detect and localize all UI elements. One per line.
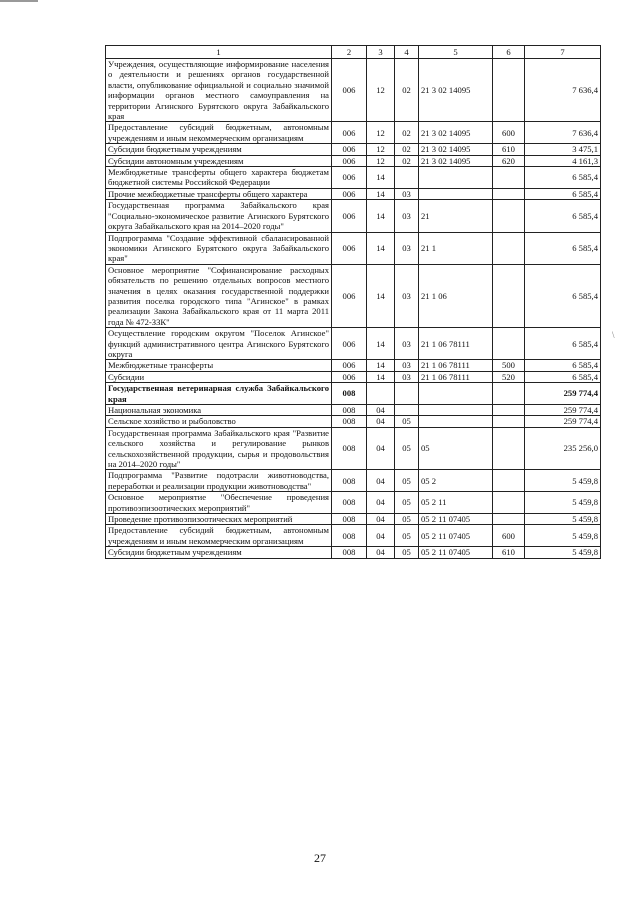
subsection-code-cell: [395, 383, 419, 405]
ministry-code-cell: 006: [332, 371, 367, 382]
section-code-cell: 04: [367, 525, 395, 547]
subsection-code-cell: 05: [395, 547, 419, 558]
expense-type-code-cell: 620: [493, 155, 525, 166]
target-article-code-cell: 21 3 02 14095: [419, 59, 493, 122]
subsection-code-cell: 02: [395, 59, 419, 122]
row-name-cell: Субсидии: [106, 371, 332, 382]
row-name-cell: Предоставление субсидий бюджетным, автономным учреждениям и иным некоммерческим организациям: [106, 525, 332, 547]
table-header-row: [106, 46, 601, 59]
target-article-code-cell: 05 2 11 07405: [419, 525, 493, 547]
amount-cell: 6 585,4: [525, 167, 601, 189]
subsection-code-cell: 03: [395, 360, 419, 371]
expense-type-code-cell: [493, 427, 525, 470]
ministry-code-cell: 006: [332, 328, 367, 360]
section-code-cell: 04: [367, 470, 395, 492]
table-row: [106, 328, 601, 360]
table-row: [106, 405, 601, 416]
row-name-cell: Субсидии автономным учреждениям: [106, 155, 332, 166]
subsection-code-cell: 05: [395, 427, 419, 470]
row-name-cell: Осуществление городским округом "Поселок Агинское" функций административного центра Агинского Бурятского округа: [106, 328, 332, 360]
ministry-code-cell: 008: [332, 492, 367, 514]
ministry-code-cell: 008: [332, 470, 367, 492]
ministry-code-cell: 006: [332, 232, 367, 264]
expense-type-code-cell: 610: [493, 547, 525, 558]
row-name-cell: Учреждения, осуществляющие информирование населения о деятельности и решениях органов государственной власти, опубликование официальной и социально значимой информации органов местного самоуправления на территории Агинского Бурятского округа Забайкальского края: [106, 59, 332, 122]
subsection-code-cell: [395, 167, 419, 189]
amount-cell: 5 459,8: [525, 547, 601, 558]
expense-type-code-cell: [493, 200, 525, 232]
ministry-code-cell: 008: [332, 525, 367, 547]
subsection-code-cell: 03: [395, 371, 419, 382]
amount-cell: 4 161,3: [525, 155, 601, 166]
column-header: 3: [367, 46, 395, 59]
expense-type-code-cell: [493, 383, 525, 405]
table-row: [106, 59, 601, 122]
column-header: 5: [419, 46, 493, 59]
target-article-code-cell: [419, 167, 493, 189]
table-row: [106, 427, 601, 470]
subsection-code-cell: 02: [395, 144, 419, 155]
subsection-code-cell: 02: [395, 122, 419, 144]
ministry-code-cell: 008: [332, 514, 367, 525]
amount-cell: 6 585,4: [525, 371, 601, 382]
section-code-cell: 04: [367, 405, 395, 416]
target-article-code-cell: 21: [419, 200, 493, 232]
expense-type-code-cell: [493, 405, 525, 416]
column-header: 7: [525, 46, 601, 59]
table-row: [106, 155, 601, 166]
subsection-code-cell: 03: [395, 232, 419, 264]
subsection-code-cell: 05: [395, 492, 419, 514]
row-name-cell: Государственная программа Забайкальского края "Развитие сельского хозяйства и регулирование рынков сельскохозяйственной продукции, сырья и продовольствия на 2014–2020 годы": [106, 427, 332, 470]
target-article-code-cell: [419, 405, 493, 416]
table-row: [106, 371, 601, 382]
subsection-code-cell: 05: [395, 470, 419, 492]
table-row: [106, 167, 601, 189]
expense-type-code-cell: 600: [493, 525, 525, 547]
section-code-cell: 04: [367, 492, 395, 514]
table-row: [106, 547, 601, 558]
ministry-code-cell: 008: [332, 416, 367, 427]
table-row: [106, 232, 601, 264]
row-name-cell: Субсидии бюджетным учреждениям: [106, 547, 332, 558]
section-code-cell: 14: [367, 360, 395, 371]
ministry-code-cell: 006: [332, 360, 367, 371]
page-number: 27: [314, 851, 326, 865]
amount-cell: 6 585,4: [525, 232, 601, 264]
budget-table: [105, 45, 601, 559]
target-article-code-cell: 21 3 02 14095: [419, 122, 493, 144]
column-header: 1: [106, 46, 332, 59]
row-name-cell: Подпрограмма "Развитие подотрасли животноводства, переработки и реализации продукции животноводства": [106, 470, 332, 492]
table-row: [106, 144, 601, 155]
amount-cell: 5 459,8: [525, 514, 601, 525]
expense-type-code-cell: [493, 492, 525, 514]
table-row: [106, 188, 601, 199]
expense-type-code-cell: 500: [493, 360, 525, 371]
target-article-code-cell: 21 1 06 78111: [419, 360, 493, 371]
amount-cell: 259 774,4: [525, 416, 601, 427]
table-row: [106, 122, 601, 144]
row-name-cell: Межбюджетные трансферты общего характера бюджетам бюджетной системы Российской Федерации: [106, 167, 332, 189]
section-code-cell: 14: [367, 188, 395, 199]
subsection-code-cell: 05: [395, 416, 419, 427]
row-name-cell: Проведение противоэпизоотических мероприятий: [106, 514, 332, 525]
section-code-cell: 14: [367, 264, 395, 327]
row-name-cell: Национальная экономика: [106, 405, 332, 416]
expense-type-code-cell: [493, 328, 525, 360]
target-article-code-cell: 21 3 02 14095: [419, 155, 493, 166]
row-name-cell: Прочие межбюджетные трансферты общего характера: [106, 188, 332, 199]
table-row: [106, 514, 601, 525]
section-code-cell: 14: [367, 328, 395, 360]
subsection-code-cell: 03: [395, 264, 419, 327]
target-article-code-cell: 21 1: [419, 232, 493, 264]
expense-type-code-cell: [493, 470, 525, 492]
section-code-cell: 14: [367, 371, 395, 382]
subsection-code-cell: 05: [395, 514, 419, 525]
row-name-cell: Основное мероприятие "Софинансирование расходных обязательств по решению отдельных вопросов местного значения в целях оказания государственной поддержки развития поселка городского типа "Агинское" в рамках реализации Закона Забайкальского края от 11 марта 2011 года № 472-ЗЗК": [106, 264, 332, 327]
ministry-code-cell: 006: [332, 200, 367, 232]
amount-cell: 235 256,0: [525, 427, 601, 470]
amount-cell: 259 774,4: [525, 383, 601, 405]
target-article-code-cell: [419, 383, 493, 405]
row-name-cell: Сельское хозяйство и рыболовство: [106, 416, 332, 427]
table-row: [106, 470, 601, 492]
row-name-cell: Субсидии бюджетным учреждениям: [106, 144, 332, 155]
ministry-code-cell: 008: [332, 547, 367, 558]
subsection-code-cell: 03: [395, 188, 419, 199]
stray-mark: \: [612, 330, 615, 340]
table-row: [106, 416, 601, 427]
target-article-code-cell: 05: [419, 427, 493, 470]
scan-corner-mark: [0, 0, 38, 2]
ministry-code-cell: 008: [332, 427, 367, 470]
amount-cell: 5 459,8: [525, 470, 601, 492]
subsection-code-cell: 03: [395, 200, 419, 232]
table-row: [106, 200, 601, 232]
expense-type-code-cell: 600: [493, 122, 525, 144]
column-header: 6: [493, 46, 525, 59]
ministry-code-cell: 008: [332, 405, 367, 416]
row-name-cell: Государственная ветеринарная служба Забайкальского края: [106, 383, 332, 405]
subsection-code-cell: [395, 405, 419, 416]
expense-type-code-cell: [493, 188, 525, 199]
amount-cell: 5 459,8: [525, 492, 601, 514]
amount-cell: 3 475,1: [525, 144, 601, 155]
expense-type-code-cell: [493, 514, 525, 525]
expense-type-code-cell: [493, 416, 525, 427]
subsection-code-cell: 05: [395, 525, 419, 547]
section-code-cell: 12: [367, 155, 395, 166]
amount-cell: 6 585,4: [525, 200, 601, 232]
column-header: 2: [332, 46, 367, 59]
row-name-cell: Основное мероприятие "Обеспечение проведения противоэпизоотических мероприятий": [106, 492, 332, 514]
amount-cell: 6 585,4: [525, 328, 601, 360]
amount-cell: 259 774,4: [525, 405, 601, 416]
subsection-code-cell: 03: [395, 328, 419, 360]
table-row: [106, 525, 601, 547]
ministry-code-cell: 006: [332, 59, 367, 122]
expense-type-code-cell: 520: [493, 371, 525, 382]
expense-type-code-cell: [493, 232, 525, 264]
amount-cell: 6 585,4: [525, 188, 601, 199]
ministry-code-cell: 006: [332, 188, 367, 199]
target-article-code-cell: 21 3 02 14095: [419, 144, 493, 155]
section-code-cell: 04: [367, 547, 395, 558]
section-code-cell: 14: [367, 200, 395, 232]
ministry-code-cell: 006: [332, 264, 367, 327]
row-name-cell: Предоставление субсидий бюджетным, автономным учреждениям и иным некоммерческим организациям: [106, 122, 332, 144]
amount-cell: 5 459,8: [525, 525, 601, 547]
section-code-cell: [367, 383, 395, 405]
amount-cell: 6 585,4: [525, 264, 601, 327]
expense-type-code-cell: 610: [493, 144, 525, 155]
section-code-cell: 04: [367, 416, 395, 427]
section-code-cell: 12: [367, 144, 395, 155]
target-article-code-cell: [419, 188, 493, 199]
amount-cell: 7 636,4: [525, 59, 601, 122]
subsection-code-cell: 02: [395, 155, 419, 166]
section-code-cell: 14: [367, 232, 395, 264]
target-article-code-cell: 21 1 06 78111: [419, 328, 493, 360]
ministry-code-cell: 006: [332, 122, 367, 144]
row-name-cell: Государственная программа Забайкальского края "Социально-экономическое развитие Агинского Бурятского округа Забайкальского края на 2014–2020 годы": [106, 200, 332, 232]
expense-type-code-cell: [493, 167, 525, 189]
table-row: [106, 264, 601, 327]
section-code-cell: 14: [367, 167, 395, 189]
row-name-cell: Межбюджетные трансферты: [106, 360, 332, 371]
target-article-code-cell: 05 2: [419, 470, 493, 492]
ministry-code-cell: 006: [332, 167, 367, 189]
ministry-code-cell: 006: [332, 144, 367, 155]
expense-type-code-cell: [493, 59, 525, 122]
target-article-code-cell: 21 1 06 78111: [419, 371, 493, 382]
table-row: [106, 492, 601, 514]
target-article-code-cell: 05 2 11 07405: [419, 514, 493, 525]
target-article-code-cell: 05 2 11: [419, 492, 493, 514]
row-name-cell: Подпрограмма "Создание эффективной сбалансированной экономики Агинского Бурятского округа Забайкальского края": [106, 232, 332, 264]
amount-cell: 6 585,4: [525, 360, 601, 371]
target-article-code-cell: 05 2 11 07405: [419, 547, 493, 558]
target-article-code-cell: [419, 416, 493, 427]
ministry-code-cell: 006: [332, 155, 367, 166]
table-row: [106, 360, 601, 371]
section-code-cell: 12: [367, 122, 395, 144]
column-header: 4: [395, 46, 419, 59]
section-code-cell: 04: [367, 514, 395, 525]
amount-cell: 7 636,4: [525, 122, 601, 144]
section-code-cell: 12: [367, 59, 395, 122]
target-article-code-cell: 21 1 06: [419, 264, 493, 327]
section-code-cell: 04: [367, 427, 395, 470]
table-row: [106, 383, 601, 405]
expense-type-code-cell: [493, 264, 525, 327]
ministry-code-cell: 008: [332, 383, 367, 405]
